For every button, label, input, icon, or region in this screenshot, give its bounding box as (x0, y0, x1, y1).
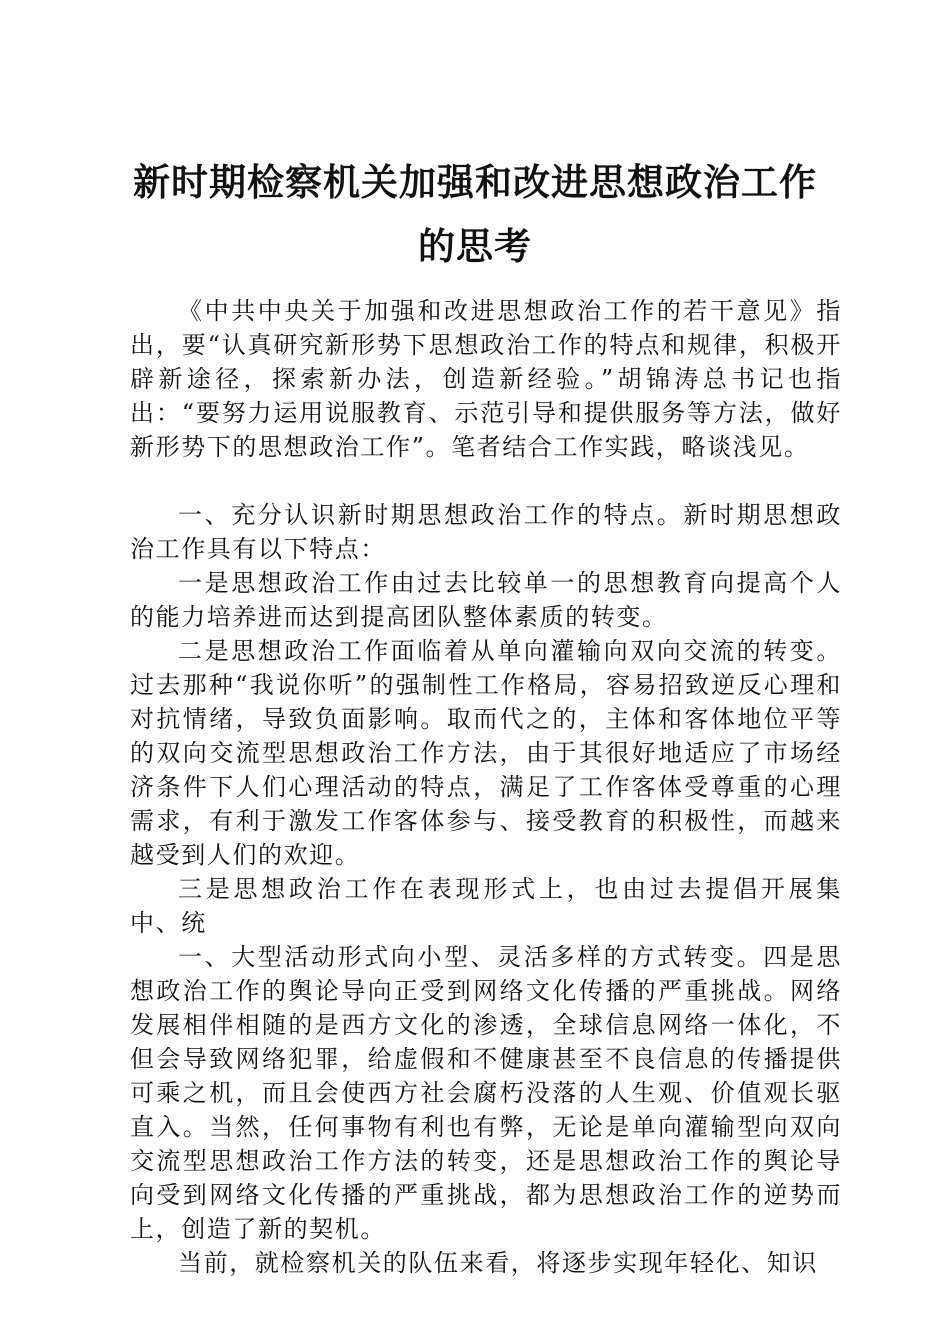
document-body (130, 294, 842, 1280)
paragraph-feature-three: 三是思想政治工作在表现形式上，也由过去提倡开展集中、统 (130, 875, 842, 937)
paragraph-feature-two: 二是思想政治工作面临着从单向灌输向双向交流的转变。过去那种“我说你听”的强制性工作格局，容易招致逆反心理和对抗情绪，导致负面影响。取而代之的，主体和客体地位平等的双向交流型思想政治工作方法，由于其很好地适应了市场经济条件下人们心理活动的特点，满足了工作客体受尊重的心理需求，有利于激发工作客体参与、接受教育的积极性，而越来越受到人们的欢迎。 (130, 637, 842, 869)
paragraph-feature-four: 一、大型活动形式向小型、灵活多样的方式转变。四是思想政治工作的舆论导向正受到网络文化传播的严重挑战。网络发展相伴相随的是西方文化的渗透，全球信息网络一体化，不但会导致网络犯罪，给虚假和不健康甚至不良信息的传播提供可乘之机，而且会使西方社会腐朽没落的人生观、价值观长驱直入。当然，任何事物有利也有弊，无论是单向灌输型向双向交流型思想政治工作方法的转变，还是思想政治工作的舆论导向受到网络文化传播的严重挑战，都为思想政治工作的逆势而上，创造了新的契机。 (130, 943, 842, 1243)
paragraph-section-one: 一、充分认识新时期思想政治工作的特点。新时期思想政治工作具有以下特点： (130, 501, 842, 563)
paragraph-current: 当前，就检察机关的队伍来看，将逐步实现年轻化、知识 (178, 1249, 818, 1277)
paragraph-spacer (130, 464, 842, 498)
paragraph-feature-one: 一是思想政治工作由过去比较单一的思想教育向提高个人的能力培养进而达到提高团队整体素质的转变。 (130, 569, 842, 631)
document-title: 新时期检察机关加强和改进思想政治工作的思考 (133, 160, 817, 268)
paragraph-intro: 《中共中央关于加强和改进思想政治工作的若干意见》指出，要“认真研究新形势下思想政治工作的特点和规律，积极开辟新途径，探索新办法，创造新经验。”胡锦涛总书记也指出：“要努力运用说服教育、示范引导和提供服务等方法，做好新形势下的思想政治工作”。笔者结合工作实践，略谈浅见。 (130, 297, 842, 461)
